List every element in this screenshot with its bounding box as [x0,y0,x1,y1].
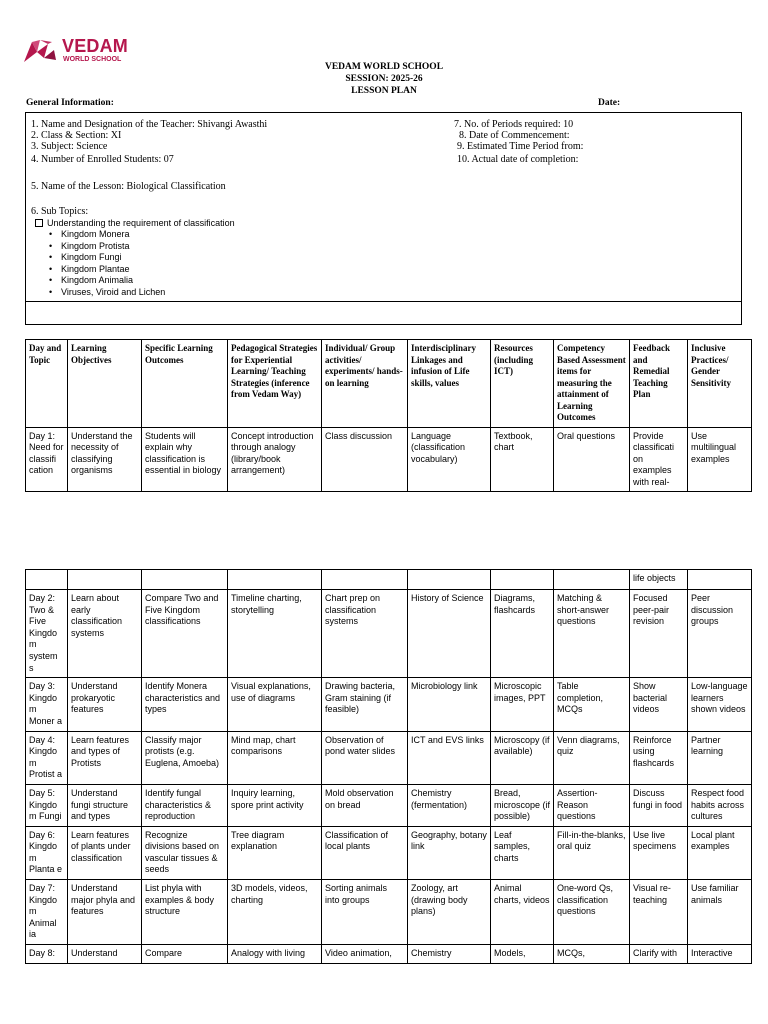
subtopics-label: 6. Sub Topics: [31,206,89,217]
table-cell: Learn about early classification systems [68,590,142,678]
document-title: LESSON PLAN [351,86,417,96]
subtopic-item: • Kingdom Monera [49,229,130,239]
table-cell: Mold observation on bread [322,784,408,826]
column-header: Feedback and Remedial Teaching Plan [630,340,688,428]
table-cell: Assertion-Reason questions [554,784,630,826]
subtopic-item: • Kingdom Animalia [49,275,134,285]
table-cell [688,570,752,590]
table-cell: Timeline charting, storytelling [228,590,322,678]
actual-completion-date: 10. Actual date of completion: [457,154,579,165]
bullet-icon: • [49,264,53,274]
table-cell: Peer discussion groups [688,590,752,678]
column-header: Inclusive Practices/ Gender Sensitivity [688,340,752,428]
column-header: Learning Objectives [68,340,142,428]
table-row [26,570,752,590]
info-blank-row [25,301,742,325]
table-cell [68,570,142,590]
table-cell: Low-language learners shown videos [688,678,752,731]
date-label: Date: [598,98,621,108]
table-cell: Visual re-teaching [630,880,688,945]
table-cell: Fill-in-the-blanks, oral quiz [554,826,630,879]
table-cell: Compare Two and Five Kingdom classifications [142,590,228,678]
column-header: Specific Learning Outcomes [142,340,228,428]
table-row [26,731,752,784]
column-header: Day and Topic [26,340,68,428]
table-cell: Identify fungal characteristics & reproduction [142,784,228,826]
table-cell: life objects [630,570,688,590]
table-cell [554,570,630,590]
table-cell: Use multilingual examples [688,427,752,492]
table-cell: Chart prep on classification systems [322,590,408,678]
table-row [26,945,752,964]
table-row [26,427,752,492]
table-cell: Chemistry [408,945,491,964]
table-row [26,678,752,731]
table-cell: Focused peer-pair revision [630,590,688,678]
table-cell: Animal charts, videos [491,880,554,945]
table-cell: Day 8: [26,945,68,964]
subject: 3. Subject: Science [31,141,108,152]
table-cell: Models, [491,945,554,964]
table-cell: Microbiology link [408,678,491,731]
date-of-commencement: 8. Date of Commencement: [459,130,570,141]
table-cell: Respect food habits across cultures [688,784,752,826]
table-cell: Venn diagrams, quiz [554,731,630,784]
table-cell: Leaf samples, charts [491,826,554,879]
table-cell: Oral questions [554,427,630,492]
teacher-name: 1. Name and Designation of the Teacher: Shivangi Awasthi [31,119,268,130]
table-cell: Language (classification vocabulary) [408,427,491,492]
table-cell: Chemistry (fermentation) [408,784,491,826]
table-cell: History of Science [408,590,491,678]
logo-sub-text: WORLD SCHOOL [63,56,122,63]
column-header: Individual/ Group activities/ experiments/ hands-on learning [322,340,408,428]
table-row [26,880,752,945]
table-cell: Use familiar animals [688,880,752,945]
periods-required: 7. No. of Periods required: 10 [454,119,574,130]
table-cell: Understand [68,945,142,964]
table-cell: Concept introduction through analogy (library/book arrangement) [228,427,322,492]
table-row [26,826,752,879]
table-cell: Local plant examples [688,826,752,879]
lesson-plan-table-part-2 [25,569,752,964]
subtopic-item: • Viruses, Viroid and Lichen [49,287,166,297]
column-header: Competency Based Assessment items for measuring the attainment of Learning Outcomes [554,340,630,428]
bullet-icon: • [49,287,53,297]
table-cell: Microscopic images, PPT [491,678,554,731]
table-cell: Discuss fungi in food [630,784,688,826]
general-information-box [25,112,742,302]
table-cell: Provide classificati on examples with real- [630,427,688,492]
table-cell: Identify Monera characteristics and types [142,678,228,731]
table-cell: Understand the necessity of classifying organisms [68,427,142,492]
table-cell: Understand major phyla and features [68,880,142,945]
bullet-icon: • [49,252,53,262]
table-cell: Day 6: Kingdo m Planta e [26,826,68,879]
table-cell: MCQs, [554,945,630,964]
table-cell: Show bacterial videos [630,678,688,731]
table-cell: Bread, microscope (if possible) [491,784,554,826]
table-cell: Clarify with [630,945,688,964]
table-cell: Learn features of plants under classification [68,826,142,879]
logo-brand-text: VEDAM [62,36,129,56]
session-label: SESSION: 2025-26 [345,74,423,84]
table-cell: Day 5: Kingdo m Fungi [26,784,68,826]
table-cell [322,570,408,590]
table-cell: Table completion, MCQs [554,678,630,731]
school-name: VEDAM WORLD SCHOOL [324,62,444,72]
bullet-icon: • [49,229,53,239]
table-cell: Day 2: Two & Five Kingdo m system s [26,590,68,678]
subtopic-item: • Kingdom Fungi [49,252,122,262]
subtopic-item: Understanding the requirement of classification [35,218,235,228]
table-cell: Textbook, chart [491,427,554,492]
class-section: 2. Class & Section: XI [31,130,122,141]
table-cell: One-word Qs, classification questions [554,880,630,945]
bullet-icon: • [49,275,53,285]
table-cell: 3D models, videos, charting [228,880,322,945]
table-cell: Students will explain why classification is essential in biology [142,427,228,492]
table-cell [228,570,322,590]
table-cell [491,570,554,590]
table-cell [142,570,228,590]
table-cell: Class discussion [322,427,408,492]
enrolled-students: 4. Number of Enrolled Students: 07 [31,154,174,165]
bullet-icon: • [49,241,53,251]
column-header: Interdisciplinary Linkages and infusion of Life skills, values [408,340,491,428]
table-cell: Geography, botany link [408,826,491,879]
table-row [26,590,752,678]
table-cell: Inquiry learning, spore print activity [228,784,322,826]
table-cell: Classify major protists (e.g. Euglena, Amoeba) [142,731,228,784]
table-cell: Video animation, [322,945,408,964]
estimated-time-period: 9. Estimated Time Period from: [457,141,584,152]
table-cell: Understand prokaryotic features [68,678,142,731]
table-cell: Observation of pond water slides [322,731,408,784]
table-cell: List phyla with examples & body structure [142,880,228,945]
table-cell: Use live specimens [630,826,688,879]
table-cell: Day 7: Kingdo m Animal ia [26,880,68,945]
column-header: Pedagogical Strategies for Experiential Learning/ Teaching Strategies (inference from Vedam Way) [228,340,322,428]
table-cell: Matching & short-answer questions [554,590,630,678]
table-cell: Day 3: Kingdo m Moner a [26,678,68,731]
table-cell: Interactive [688,945,752,964]
table-cell: Drawing bacteria, Gram staining (if feasible) [322,678,408,731]
table-cell: Microscopy (if available) [491,731,554,784]
table-header-row [26,340,752,428]
table-cell: Mind map, chart comparisons [228,731,322,784]
table-cell: Tree diagram explanation [228,826,322,879]
column-header: Resources (including ICT) [491,340,554,428]
subtopic-item: • Kingdom Plantae [49,264,130,274]
table-cell: Visual explanations, use of diagrams [228,678,322,731]
table-cell: Diagrams, flashcards [491,590,554,678]
table-cell: Sorting animals into groups [322,880,408,945]
general-information-heading: General Information: [26,98,114,108]
table-cell [26,570,68,590]
table-body [26,570,752,964]
table-row [26,784,752,826]
table-cell: Reinforce using flashcards [630,731,688,784]
table-cell: Compare [142,945,228,964]
lesson-name: 5. Name of the Lesson: Biological Classification [31,181,226,192]
checkbox-square-icon [35,219,43,227]
table-cell: ICT and EVS links [408,731,491,784]
table-cell: Zoology, art (drawing body plans) [408,880,491,945]
table-cell: Day 4: Kingdo m Protist a [26,731,68,784]
lesson-plan-table-part-1 [25,339,752,492]
table-cell [408,570,491,590]
table-cell: Analogy with living [228,945,322,964]
table-cell: Recognize divisions based on vascular tissues & seeds [142,826,228,879]
table-cell: Classification of local plants [322,826,408,879]
table-cell: Day 1: Need for classifi cation [26,427,68,492]
table-cell: Learn features and types of Protists [68,731,142,784]
table-cell: Understand fungi structure and types [68,784,142,826]
subtopic-item: • Kingdom Protista [49,241,130,251]
table-cell: Partner learning [688,731,752,784]
